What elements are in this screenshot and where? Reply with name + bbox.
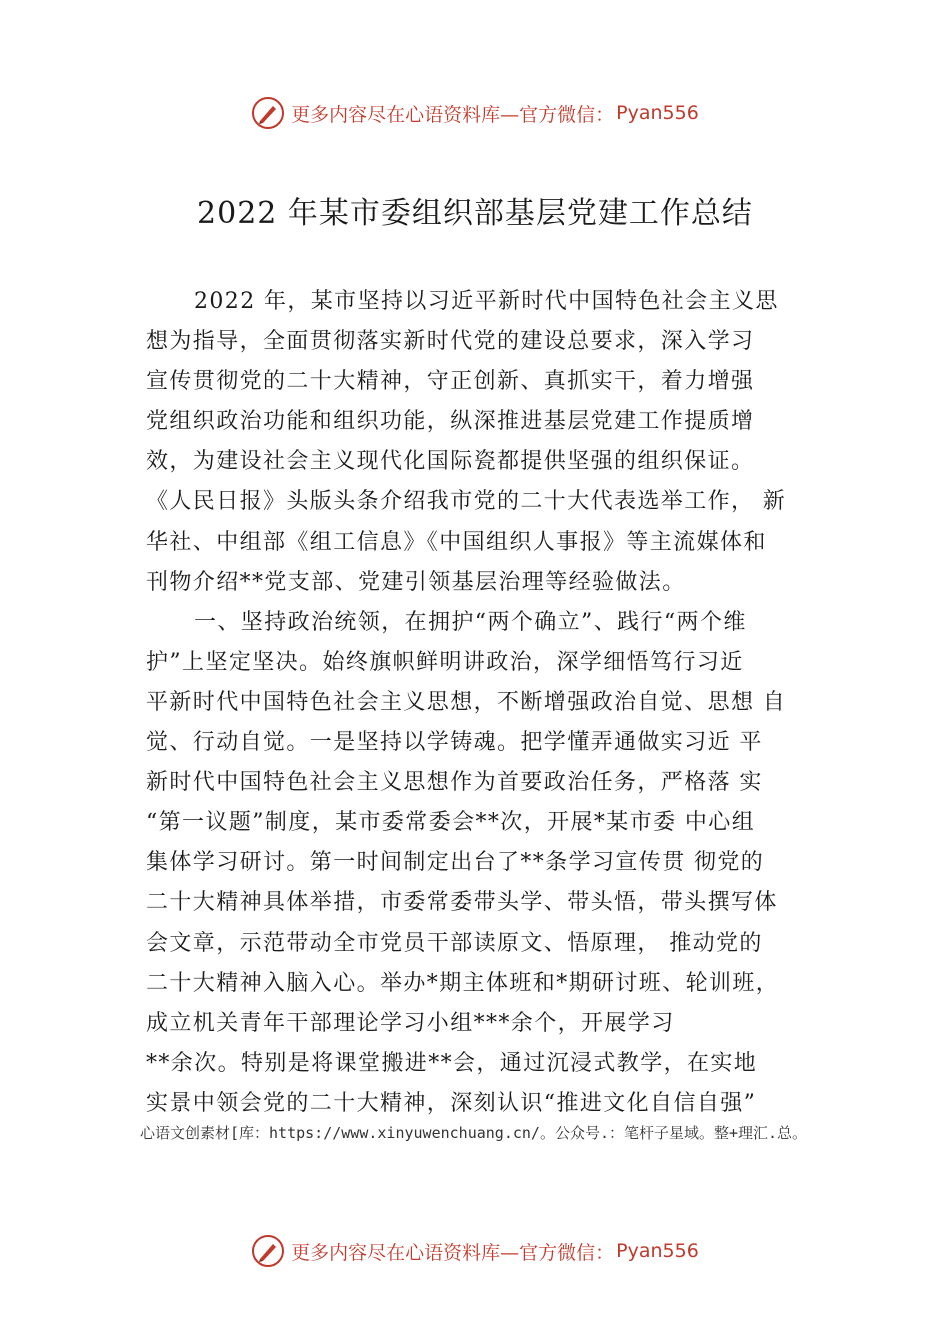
watermark-text: 更多内容尽在心语资料库—官方微信：: [291, 103, 615, 126]
document-title: 2022 年某市委组织部基层党建工作总结: [197, 196, 753, 231]
text-line: 宣传贯彻党的二十大精神，守正创新、真抓实干，着力增强: [146, 369, 755, 395]
text-line: 效，为建设社会主义现代化国际瓷都提供坚强的组织保证。: [146, 449, 755, 475]
document-body: [146, 282, 826, 1124]
text-line: 华社、中组部《组工信息》《中国组织人事报》等主流媒体和: [146, 529, 767, 555]
watermark-banner-bottom: [0, 1234, 950, 1268]
text-line: 新时代中国特色社会主义思想作为首要政治任务，严格落 实: [146, 770, 763, 796]
watermark-text: 更多内容尽在心语资料库—官方微信：: [291, 1241, 615, 1264]
text-line: 《人民日报》头版头条介绍我市党的二十大代表选举工作， 新: [146, 489, 787, 515]
source-note: 心语文创素材[库：https://www.xinyuwenchuang.cn/。公众号.：笔杆子星域。整+理汇.总。: [140, 1124, 808, 1142]
text-line: 觉、行动自觉。一是坚持以学铸魂。把学懂弄通做实习近 平: [146, 730, 763, 756]
paragraph: [146, 482, 826, 602]
text-line: 二十大精神具体举措，市委常委带头学、带头悟，带头撰写体: [146, 890, 778, 916]
watermark-banner-top: [0, 96, 950, 130]
text-line: 集体学习研讨。第一时间制定出台了**条学习宣传贯 彻党的: [146, 850, 765, 876]
text-line: 刊物介绍**党支部、党建引领基层治理等经验做法。: [146, 569, 686, 595]
pen-logo-icon: [251, 96, 285, 130]
text-line: 2022 年，某市坚持以习近平新时代中国特色社会主义思: [194, 289, 779, 314]
text-line: 成立机关青年干部理论学习小组***余个，开展学习: [146, 1010, 675, 1036]
text-line: 一、坚持政治统领，在拥护“两个确立”、践行“两个维: [194, 609, 747, 635]
watermark-handle: Pyan556: [616, 1240, 699, 1262]
watermark-handle: Pyan556: [616, 102, 699, 124]
text-line: 会文章，示范带动全市党员干部读原文、悟原理， 推动党的: [146, 930, 763, 956]
paragraph: [146, 282, 826, 482]
text-line: 党组织政治功能和组织功能，纵深推进基层党建工作提质增: [146, 409, 755, 435]
text-line: 二十大精神入脑入心。举办*期主体班和*期研讨班、轮训班，: [146, 970, 780, 996]
paragraph: [146, 603, 826, 1124]
text-line: 平新时代中国特色社会主义思想，不断增强政治自觉、思想 自: [146, 689, 787, 715]
text-line: 护”上坚定坚决。始终旗帜鲜明讲政治，深学细悟笃行习近: [146, 649, 744, 675]
pen-logo-icon: [251, 1234, 285, 1268]
text-line: 实景中领会党的二十大精神，深刻认识“推进文化自信自强”: [146, 1090, 757, 1116]
text-line: **余次。特别是将课堂搬进**会，通过沉浸式教学，在实地: [146, 1050, 758, 1076]
text-line: 想为指导，全面贯彻落实新时代党的建设总要求，深入学习: [146, 329, 755, 355]
text-line: “第一议题”制度，某市委常委会**次，开展*某市委 中心组: [146, 810, 756, 836]
